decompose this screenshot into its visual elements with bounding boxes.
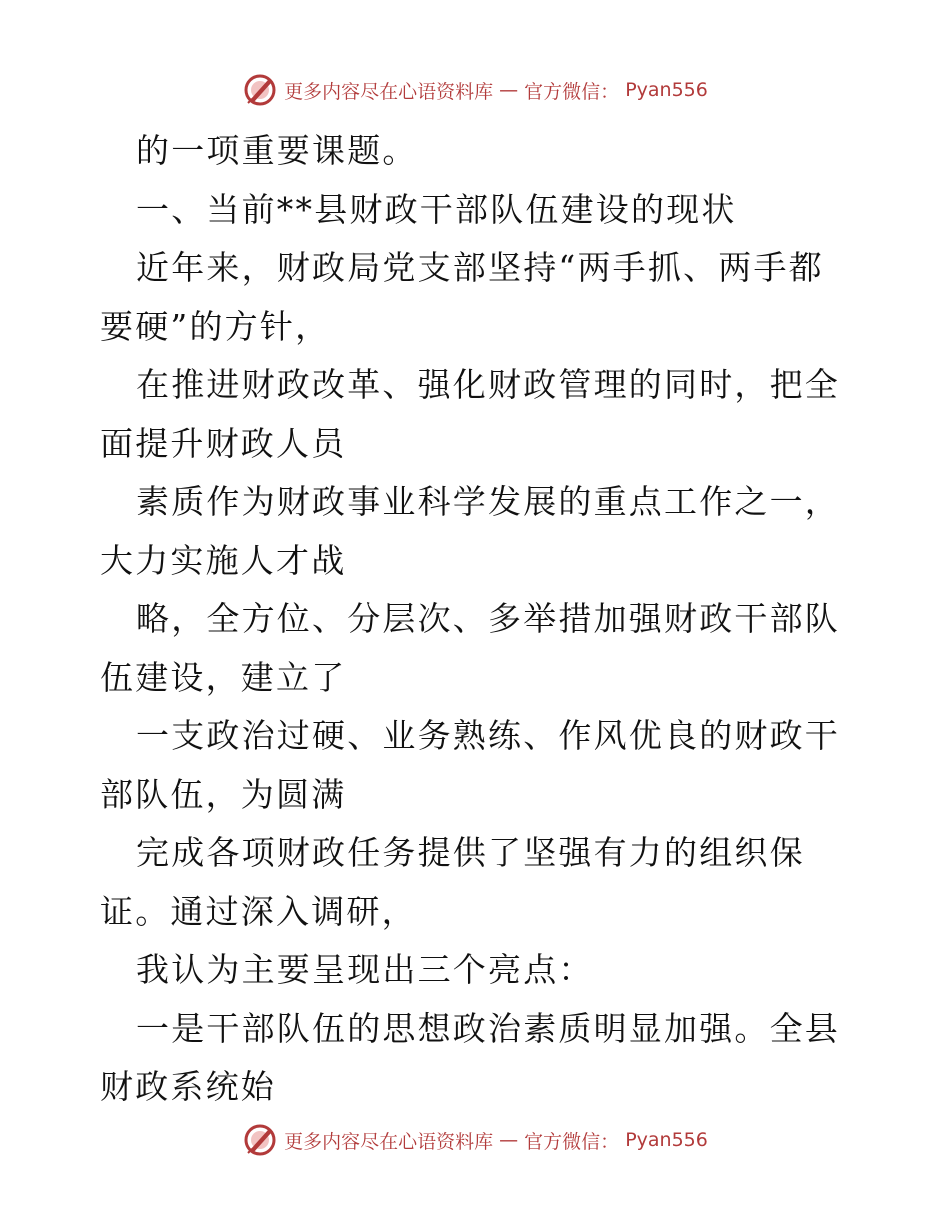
banner-text: 更多内容尽在心语资料库 bbox=[284, 1130, 494, 1153]
banner-dash: — bbox=[499, 1129, 519, 1151]
banner-dash: — bbox=[499, 79, 519, 101]
paragraph-1: 的一项重要课题。 bbox=[136, 131, 418, 170]
paragraph-10: 一是干部队伍的思想政治素质明显加强。全县财政系统始 bbox=[100, 1008, 840, 1106]
wechat-id: Pyan556 bbox=[625, 1129, 708, 1151]
section-heading: 一、当前**县财政干部队伍建设的现状 bbox=[136, 189, 737, 229]
paragraph-8: 完成各项财政任务提供了坚强有力的组织保证。通过深入调研， bbox=[100, 833, 805, 931]
footer-banner bbox=[0, 1122, 950, 1158]
paragraph-9: 我认为主要呈现出三个亮点： bbox=[136, 950, 594, 989]
paragraph-3: 近年来，财政局党支部坚持“两手抓、两手都要硬”的方针， bbox=[100, 248, 824, 346]
paragraph-4: 在推进财政改革、强化财政管理的同时，把全面提升财政人员 bbox=[100, 365, 840, 463]
wechat-label: 官方微信： bbox=[524, 1130, 620, 1153]
wechat-id: Pyan556 bbox=[625, 79, 708, 101]
banner-text: 更多内容尽在心语资料库 bbox=[284, 80, 494, 103]
wechat-label: 官方微信： bbox=[524, 80, 620, 103]
quill-pen-circle-icon bbox=[242, 72, 278, 108]
paragraph-6: 略，全方位、分层次、多举措加强财政干部队伍建设，建立了 bbox=[100, 599, 840, 697]
header-banner bbox=[0, 72, 950, 108]
quill-pen-circle-icon bbox=[242, 1122, 278, 1158]
document-body bbox=[100, 122, 850, 1117]
paragraph-7: 一支政治过硬、业务熟练、作风优良的财政干部队伍，为圆满 bbox=[100, 716, 840, 814]
paragraph-5: 素质作为财政事业科学发展的重点工作之一，大力实施人才战 bbox=[100, 482, 840, 580]
